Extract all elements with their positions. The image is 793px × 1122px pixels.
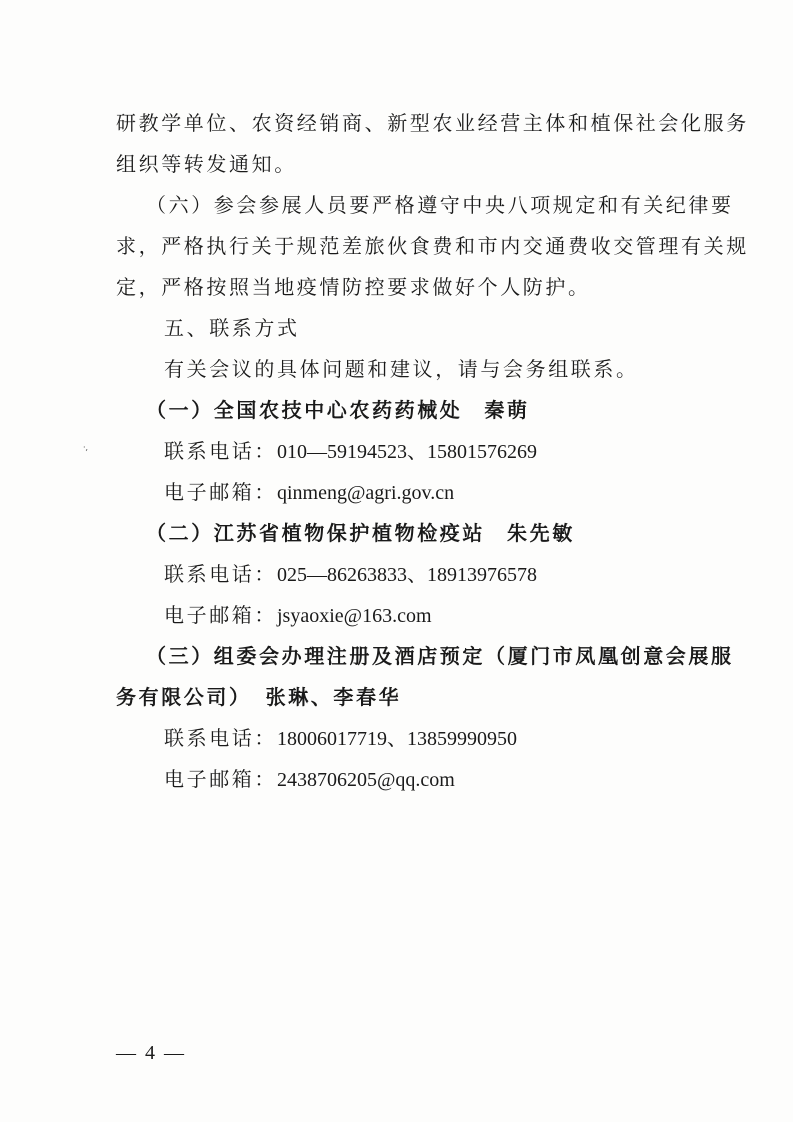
email-value: jsyaoxie@163.com: [277, 605, 432, 627]
contact-phone-row: [164, 560, 537, 589]
contact-unit: 务有限公司）: [116, 685, 252, 709]
contact-unit: （一）全国农技中心农药药械处: [146, 398, 463, 422]
paragraph-line: 组织等转发通知。: [116, 152, 297, 176]
paragraph-line: 定，严格按照当地疫情防控要求做好个人防护。: [116, 275, 591, 299]
phone-label: 联系电话：: [164, 439, 277, 463]
contact-heading: [116, 683, 401, 711]
phone-value: 025—86263833、18913976578: [277, 564, 537, 586]
contact-person: 秦萌: [484, 398, 530, 422]
page-number: — 4 —: [116, 1042, 186, 1064]
email-value: 2438706205@qq.com: [277, 769, 455, 791]
paragraph-line: 研教学单位、农资经销商、新型农业经营主体和植保社会化服务: [116, 111, 749, 135]
email-value: qinmeng@agri.gov.cn: [277, 482, 455, 504]
phone-value: 010—59194523、15801576269: [277, 441, 537, 463]
phone-label: 联系电话：: [164, 562, 277, 586]
contact-person: 朱先敏: [507, 521, 575, 545]
contact-phone-row: [164, 724, 517, 753]
contact-unit: （二）江苏省植物保护植物检疫站: [146, 521, 485, 545]
section-heading: 五、联系方式: [164, 316, 300, 340]
email-label: 电子邮箱：: [164, 480, 277, 504]
contact-heading: [146, 519, 575, 547]
scan-speck: ·,: [83, 443, 89, 452]
paragraph-line: 有关会议的具体问题和建议，请与会务组联系。: [164, 357, 639, 381]
contact-email-row: [164, 601, 432, 630]
paragraph-line: （六）参会参展人员要严格遵守中央八项规定和有关纪律要: [146, 193, 734, 217]
email-label: 电子邮箱：: [164, 603, 277, 627]
contact-person: 张琳、李春华: [265, 685, 402, 709]
paragraph-line: 求，严格执行关于规范差旅伙食费和市内交通费收交管理有关规: [116, 234, 749, 258]
contact-heading: [146, 396, 530, 424]
contact-phone-row: [164, 437, 537, 466]
contact-email-row: [164, 765, 455, 794]
contact-email-row: [164, 478, 454, 507]
contact-heading: （三）组委会办理注册及酒店预定（厦门市凤凰创意会展服: [146, 644, 734, 668]
phone-value: 18006017719、13859990950: [277, 728, 517, 750]
email-label: 电子邮箱：: [164, 767, 277, 791]
phone-label: 联系电话：: [164, 726, 277, 750]
